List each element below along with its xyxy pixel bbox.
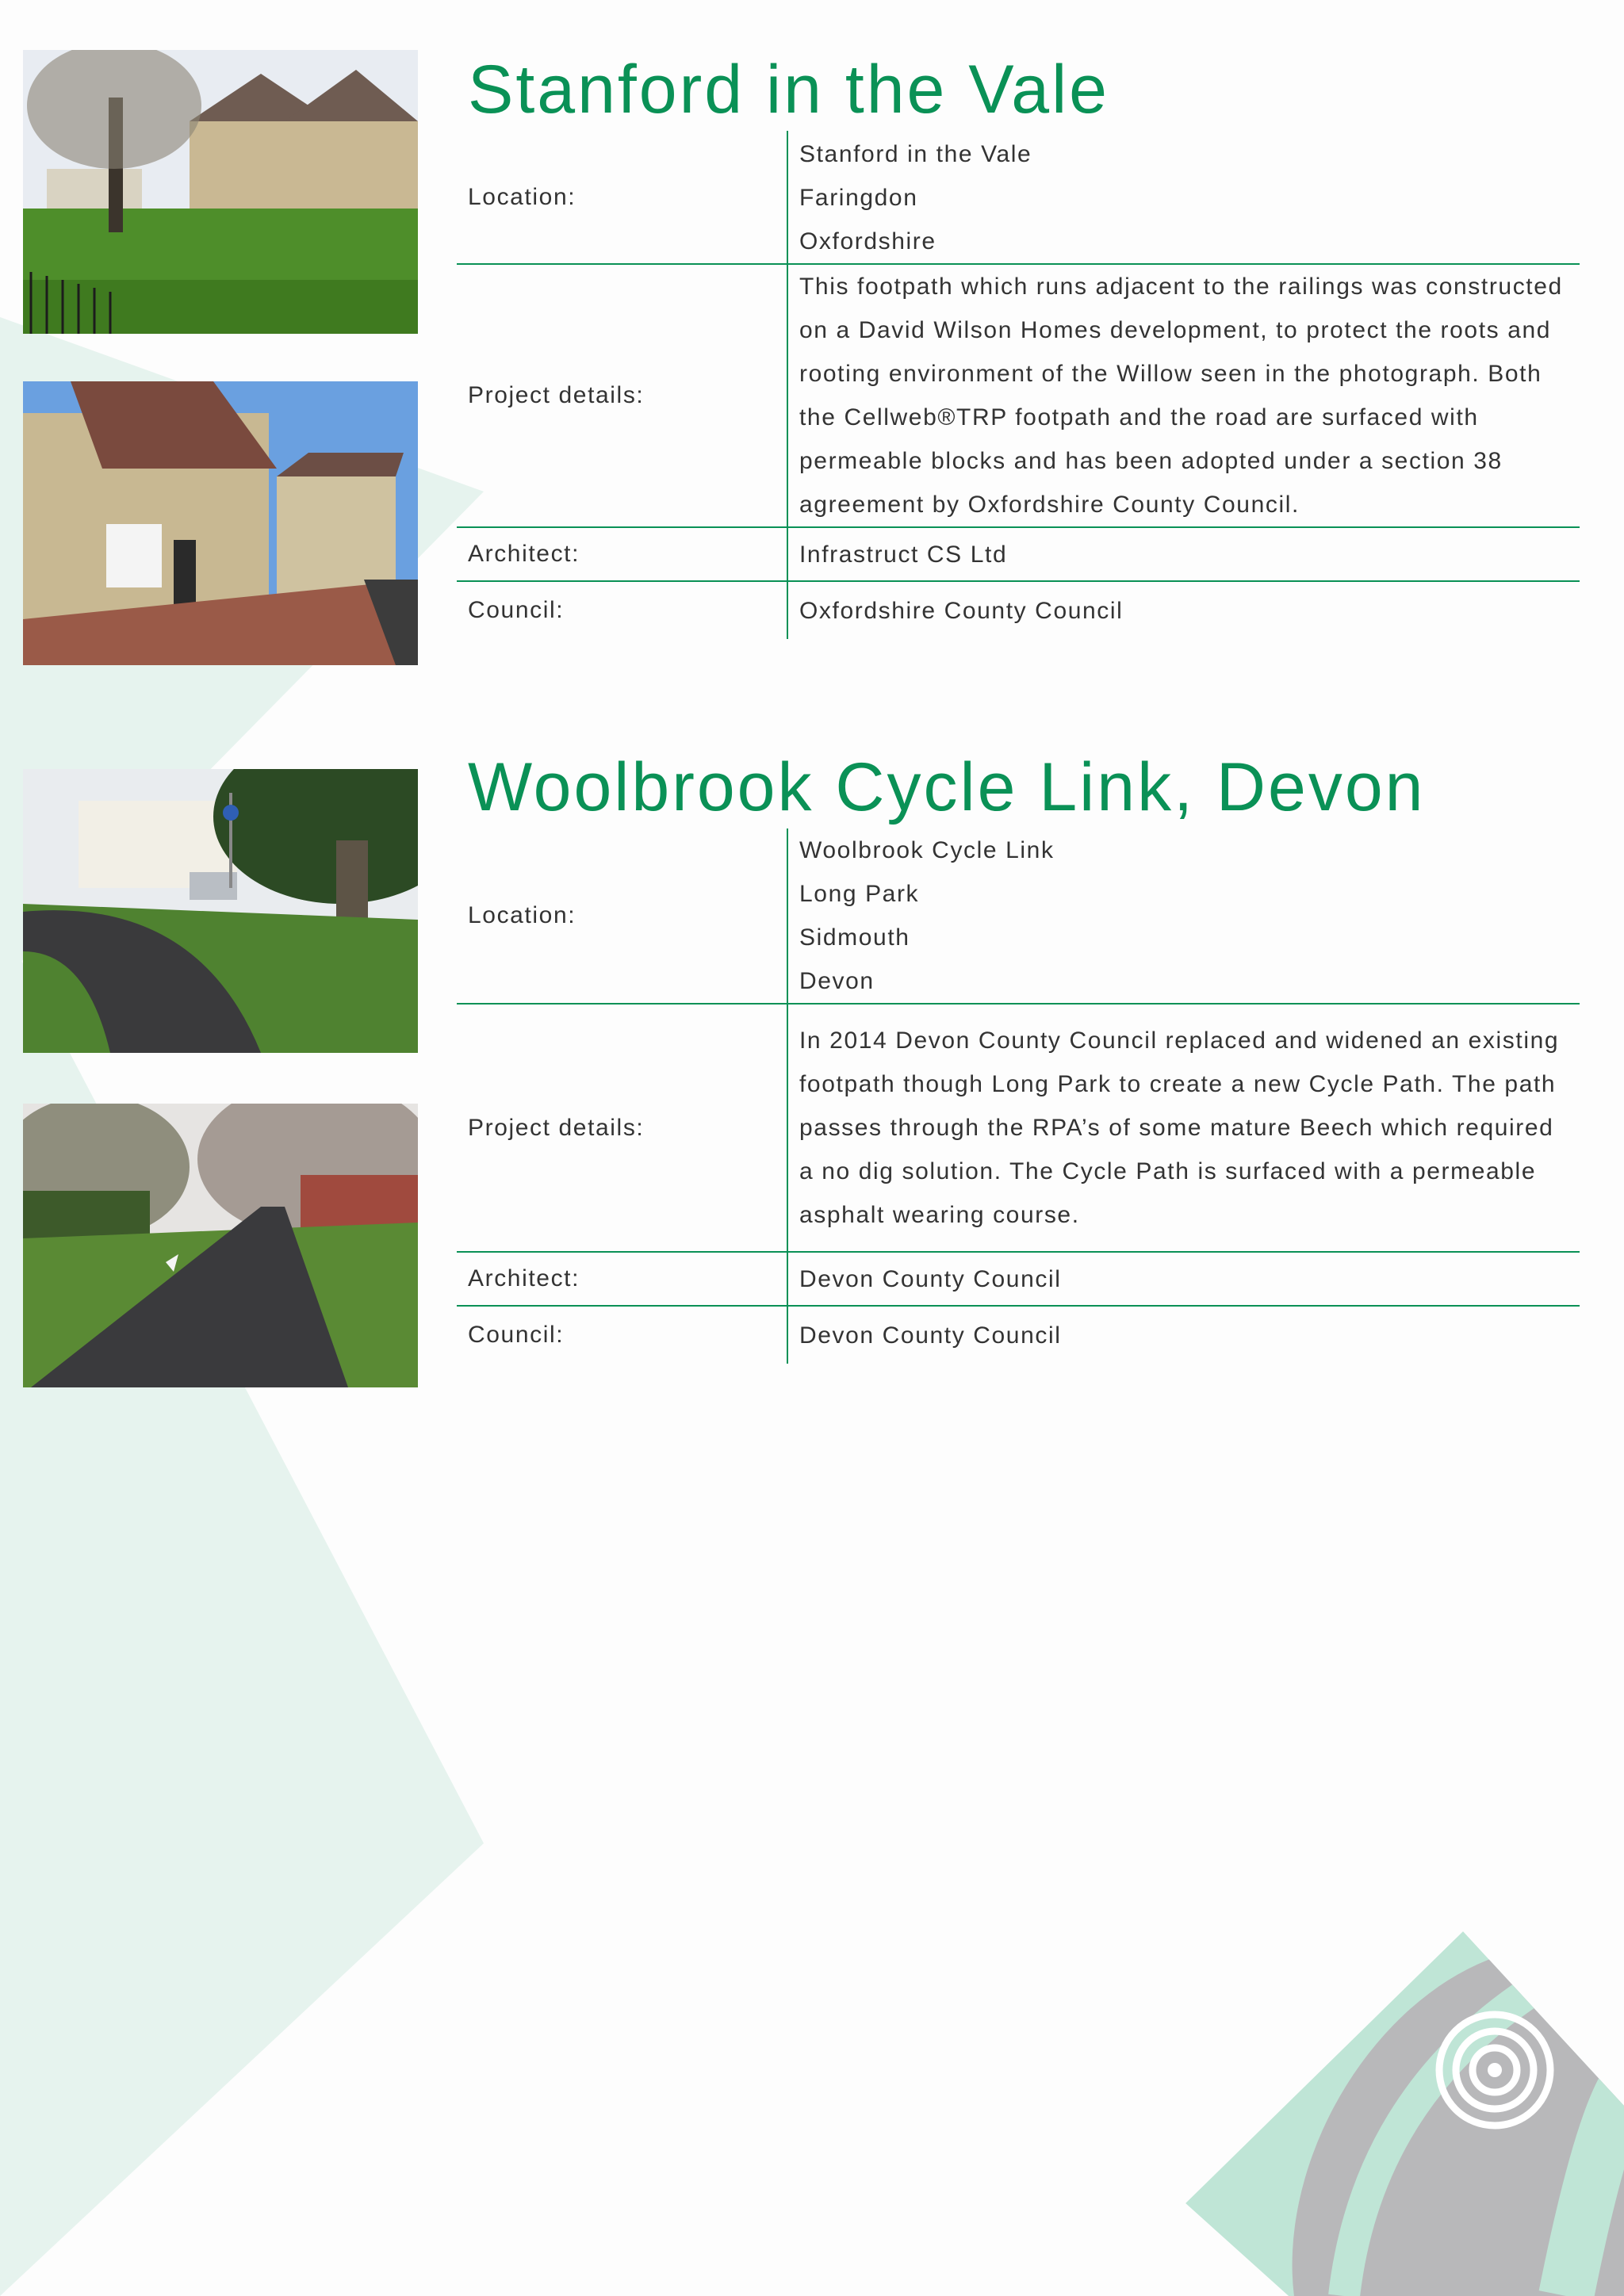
- council-row: [457, 581, 1580, 639]
- location-line: Long Park: [799, 881, 920, 908]
- project-section-woolbrook: [457, 747, 1580, 1364]
- architect-value: Devon County Council: [787, 1252, 1580, 1306]
- project-info-table: [457, 131, 1580, 639]
- project-section-stanford: [457, 49, 1580, 639]
- photo-willow-tree-houses: [23, 50, 418, 334]
- location-line: Oxfordshire: [799, 228, 936, 255]
- architect-row: [457, 1252, 1580, 1306]
- council-value: Oxfordshire County Council: [787, 581, 1580, 639]
- council-label: Council:: [457, 581, 787, 639]
- location-value: [787, 131, 1580, 264]
- project-details-row: [457, 1004, 1580, 1252]
- council-value: Devon County Council: [787, 1306, 1580, 1364]
- photo-long-park-path: [23, 1104, 418, 1387]
- project-info-table: [457, 828, 1580, 1364]
- photo-cycle-path-junction: [23, 769, 418, 1053]
- architect-label: Architect:: [457, 1252, 787, 1306]
- location-line: Sidmouth: [799, 924, 910, 951]
- location-row: [457, 828, 1580, 1004]
- location-line: Faringdon: [799, 185, 918, 212]
- architect-row: [457, 527, 1580, 581]
- location-line: Devon: [799, 968, 875, 995]
- project-details-value: This footpath which runs adjacent to the railings was constructed on a David Wilson Homes development, to protect the roots and rooting environment of the Willow seen in the photograph. Both the Cellweb®TRP footpath and the road are surfaced with permeable blocks and has been adopted under a section 38 agreement by Oxfordshire County Council.: [787, 264, 1580, 527]
- location-line: Stanford in the Vale: [799, 141, 1032, 168]
- target-rings-icon: [1439, 2015, 1550, 2126]
- architect-label: Architect:: [457, 527, 787, 581]
- council-label: Council:: [457, 1306, 787, 1364]
- corner-logo-decoration: [1185, 1931, 1624, 2296]
- location-label: Location:: [468, 183, 576, 210]
- project-details-label: Project details:: [457, 264, 787, 527]
- section-title: Woolbrook Cycle Link, Devon: [468, 749, 1426, 825]
- architect-value: Infrastruct CS Ltd: [787, 527, 1580, 581]
- project-details-value: In 2014 Devon County Council replaced and widened an existing footpath though Long Park to create a new Cycle Path. The path passes through the RPA’s of some mature Beech which required a no dig solution. The Cycle Path is surfaced with a permeable asphalt wearing course.: [787, 1004, 1580, 1252]
- location-line: Woolbrook Cycle Link: [799, 837, 1055, 864]
- location-value: [787, 828, 1580, 1004]
- project-details-row: [457, 264, 1580, 527]
- project-details-label: Project details:: [457, 1004, 787, 1252]
- photo-house-block-paving: [23, 381, 418, 665]
- section-title: Stanford in the Vale: [468, 52, 1110, 128]
- location-label: Location:: [468, 902, 576, 929]
- location-row: [457, 131, 1580, 264]
- council-row: [457, 1306, 1580, 1364]
